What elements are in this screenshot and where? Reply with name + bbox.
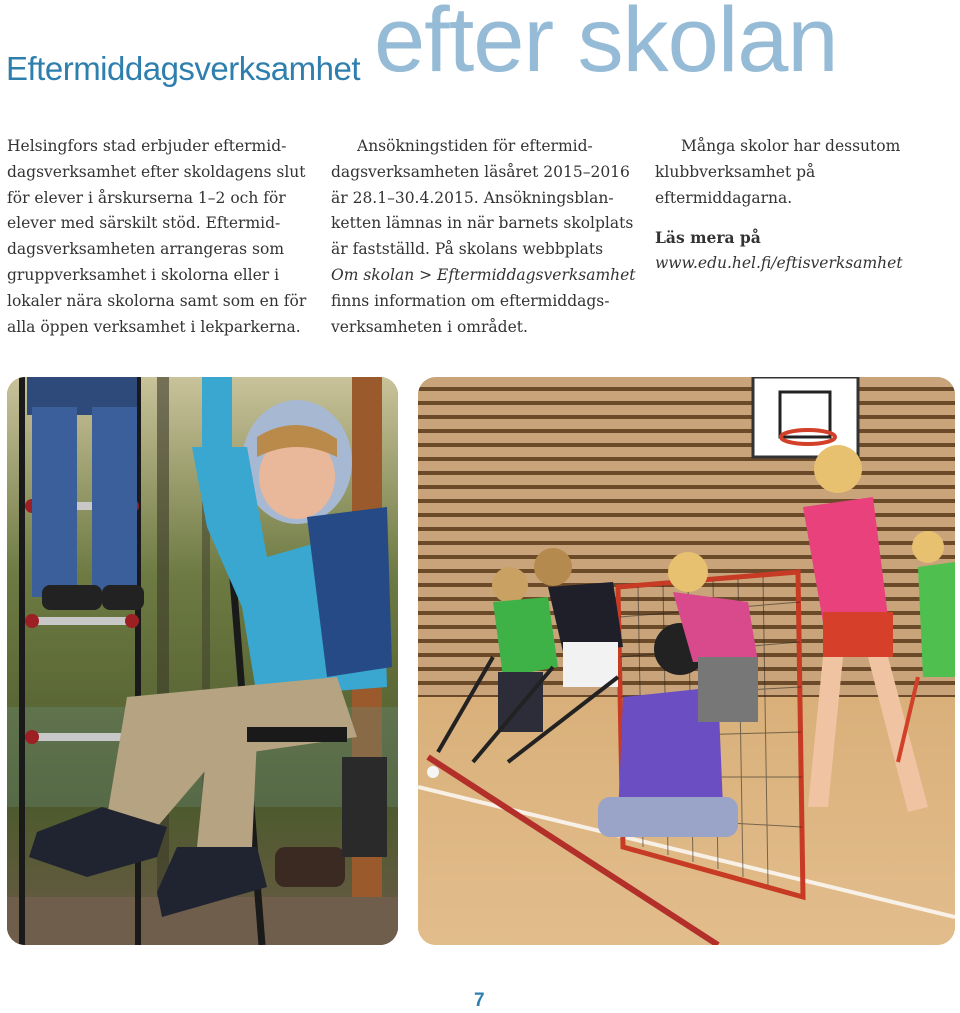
- text-column-3: [655, 134, 955, 277]
- text-column-2: [331, 134, 636, 340]
- col2-line: dagsverksamheten läsåret 2015–2016: [331, 162, 630, 181]
- col2-line: är 28.1–30.4.2015. Ansökningsblan-: [331, 188, 614, 207]
- read-more-label: Läs mera på: [655, 228, 761, 248]
- photo-child-climbing-image: [7, 377, 398, 945]
- col3-line: klubbverksamhet på eftermiddagarna.: [655, 162, 816, 207]
- title-eftermiddagsverksamhet: Eftermiddagsverksamhet: [6, 50, 360, 87]
- url-link[interactable]: www.edu.hel.fi/eftisverksamhet: [655, 254, 903, 273]
- page-number: 7: [474, 990, 485, 1011]
- read-more-url[interactable]: [655, 251, 955, 277]
- col1-line: elever med särskilt stöd. Eftermid-: [7, 214, 281, 233]
- col2-line: ketten lämnas in när barnets skolplats: [331, 214, 634, 233]
- col1-line: lokaler nära skolorna samt som en för: [7, 291, 307, 310]
- col1-line: Helsingfors stad erbjuder eftermid-: [7, 137, 287, 155]
- col1-line: gruppverksamhet i skolorna eller i: [7, 265, 280, 284]
- col2-line-italic: [331, 263, 636, 289]
- col1-line: dagsverksamheten arrangeras som: [7, 240, 285, 259]
- col2-line: verksamheten i området.: [331, 317, 528, 336]
- webpage-path: Om skolan > Eftermiddagsverksamhet: [331, 265, 636, 284]
- photo-child-climbing: [7, 377, 398, 945]
- col2-line: Ansökningstiden för eftermid-: [357, 137, 593, 155]
- title-efter-skolan: efter skolan: [374, 0, 838, 91]
- col1-line: alla öppen verksamhet i lekparkerna.: [7, 317, 301, 336]
- col3-line: Många skolor har dessutom: [681, 137, 901, 155]
- col1-line: dagsverksamhet efter skoldagens slut: [7, 162, 306, 181]
- col1-line: för elever i årskurserna 1–2 och för: [7, 188, 286, 207]
- text-column-1: [7, 134, 312, 340]
- col2-line: finns information om eftermiddags-: [331, 291, 610, 310]
- col2-line: är fastställd. På skolans webbplats: [331, 240, 604, 259]
- photo-floorball-gym: [418, 377, 955, 945]
- photo-floorball-gym-image: [418, 377, 955, 945]
